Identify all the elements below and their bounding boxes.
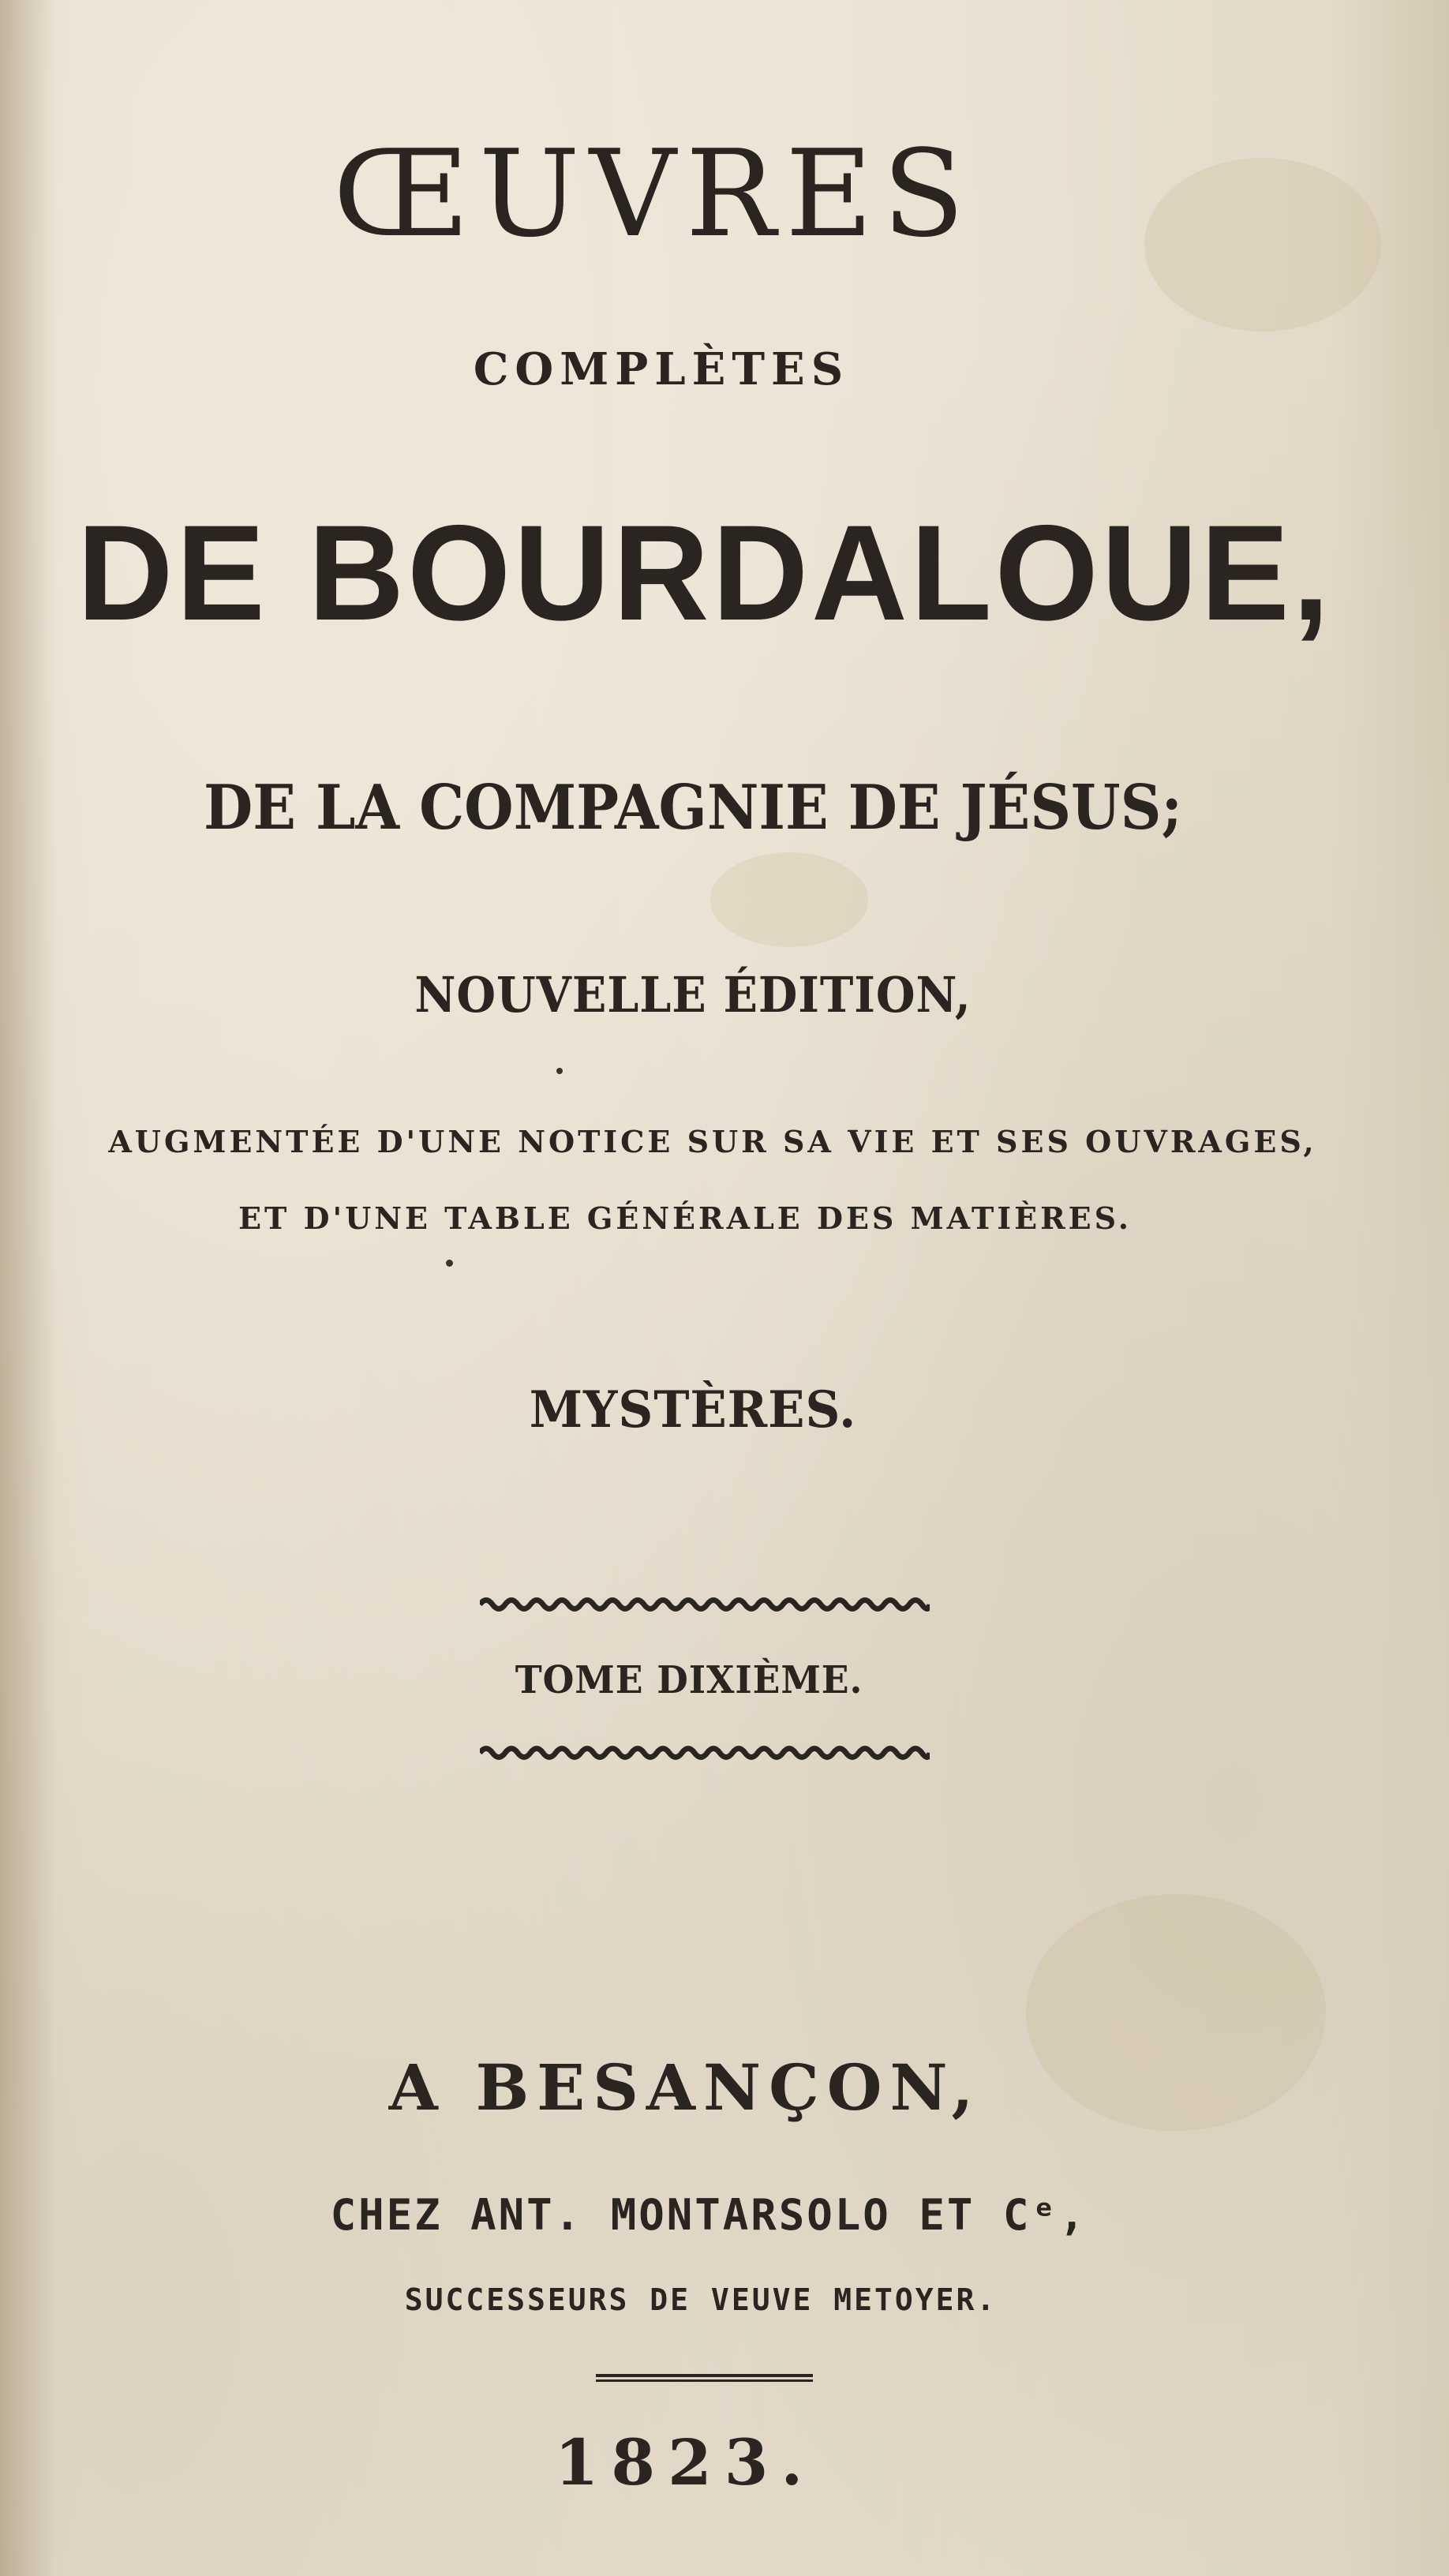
volume-subject: MYSTÈRES. [529,1380,857,1440]
publication-year: 1823. [554,2425,816,2499]
ornamental-rule-top [480,1596,930,1613]
edition-note-line2: ET D'UNE TABLE GÉNÉRALE DES MATIÈRES. [238,1200,1132,1236]
title-completes: COMPLÈTES [473,343,850,395]
edition-note-line1: AUGMENTÉE D'UNE NOTICE SUR SA VIE ET SES OUVRAGES, [108,1124,1317,1159]
imprint-city: A BESANÇON, [388,2050,982,2125]
paper-stain [710,852,868,947]
ornamental-rule-bottom [480,1744,930,1762]
edition-statement: NOUVELLE ÉDITION, [414,966,972,1024]
imprint-successors: SUCCESSEURS DE VEUVE METOYER. [404,2282,998,2317]
ink-speck [446,1260,453,1267]
title-order: DE LA COMPAGNIE DE JÉSUS; [204,772,1182,844]
title-oeuvres: ŒUVRES [332,124,975,264]
title-author: DE BOURDALOUE, [77,497,1333,649]
imprint-publisher: CHEZ ANT. MONTARSOLO ET Cᵉ, [330,2190,1088,2240]
ink-speck [556,1068,563,1074]
imprint-divider [596,2374,813,2382]
volume-number: TOME DIXIÈME. [515,1658,863,1702]
